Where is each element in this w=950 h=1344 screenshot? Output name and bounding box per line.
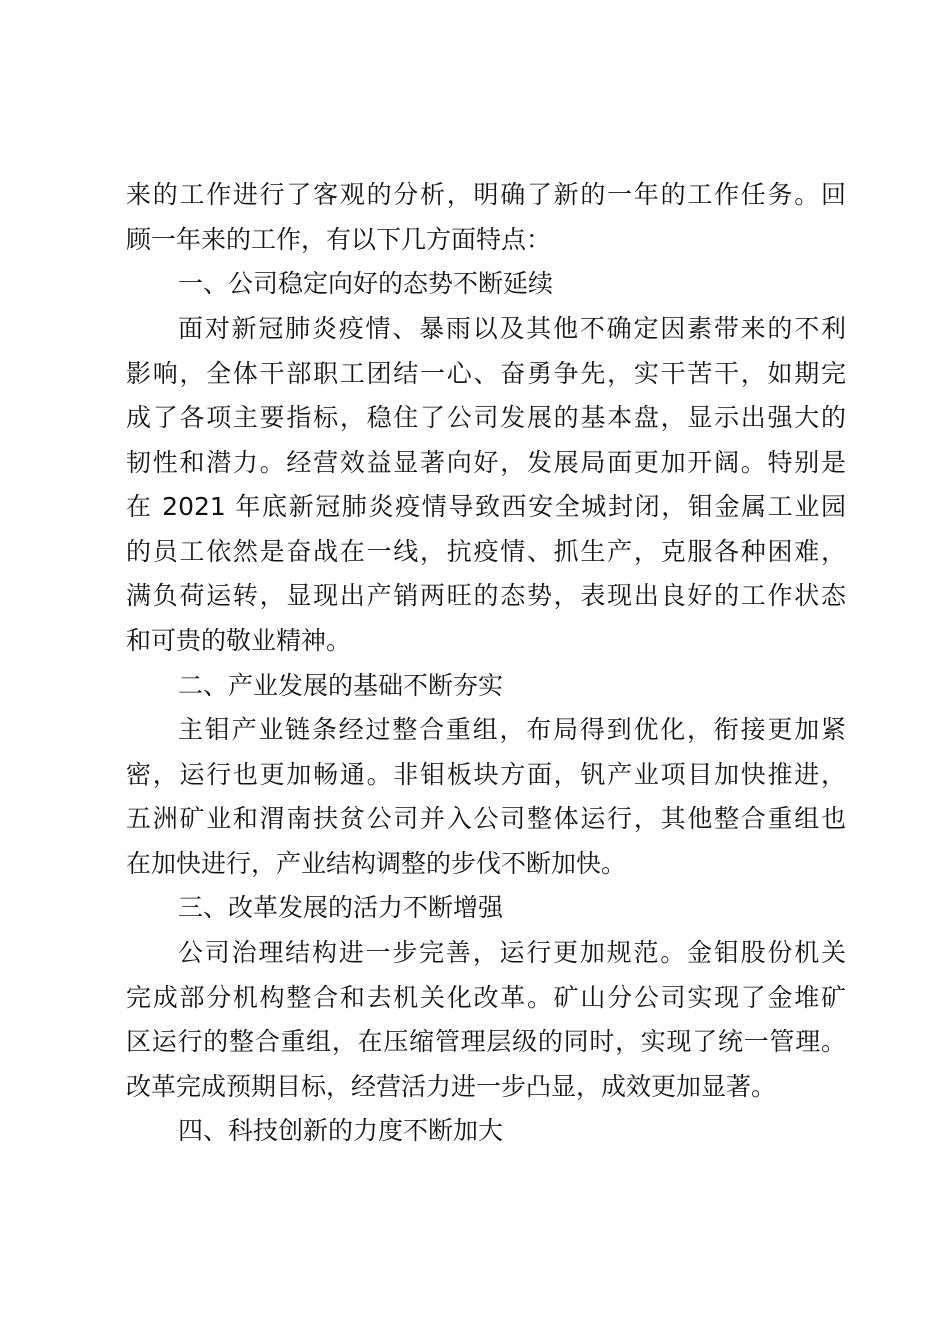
paragraph-line: 面对新冠肺炎疫情、暴雨以及其他不确定因素带来的不利 — [178, 314, 846, 343]
paragraph-line: 在 2021 年底新冠肺炎疫情导致西安全城封闭，钼金属工业园 — [126, 492, 846, 521]
section-heading: 二、产业发展的基础不断夯实 — [178, 671, 504, 700]
paragraph-line: 成了各项主要指标，稳住了公司发展的基本盘，显示出强大的 — [126, 403, 846, 432]
paragraph-line: 公司治理结构进一步完善，运行更加规范。金钼股份机关 — [178, 938, 846, 967]
paragraph-line: 五洲矿业和渭南扶贫公司并入公司整体运行，其他整合重组也 — [126, 804, 846, 833]
section-heading: 三、改革发展的活力不断增强 — [178, 893, 504, 922]
section-heading: 一、公司稳定向好的态势不断延续 — [178, 269, 554, 298]
section-heading: 四、科技创新的力度不断加大 — [178, 1116, 504, 1145]
paragraph-line: 区运行的整合重组，在压缩管理层级的同时，实现了统一管理。 — [126, 1027, 846, 1056]
paragraph-line: 韧性和潜力。经营效益显著向好，发展局面更加开阔。特别是 — [126, 448, 846, 477]
paragraph-line: 密，运行也更加畅通。非钼板块方面，钒产业项目加快推进， — [126, 760, 846, 789]
paragraph-line: 和可贵的敬业精神。 — [126, 626, 352, 655]
paragraph-line: 顾一年来的工作，有以下几方面特点： — [126, 225, 552, 254]
paragraph-line: 完成部分机构整合和去机关化改革。矿山分公司实现了金堆矿 — [126, 983, 846, 1012]
paragraph-line: 的员工依然是奋战在一线，抗疫情、抓生产，克服各种困难， — [126, 537, 846, 566]
paragraph-line: 主钼产业链条经过整合重组，布局得到优化，衔接更加紧 — [178, 715, 846, 744]
paragraph-line: 改革完成预期目标，经营活力进一步凸显，成效更加显著。 — [126, 1072, 777, 1101]
paragraph-line: 影响，全体干部职工团结一心、奋勇争先，实干苦干，如期完 — [126, 359, 846, 388]
paragraph-line: 满负荷运转，显现出产销两旺的态势，表现出良好的工作状态 — [126, 581, 846, 610]
paragraph-line: 来的工作进行了客观的分析，明确了新的一年的工作任务。回 — [126, 180, 846, 209]
paragraph-line: 在加快进行，产业结构调整的步伐不断加快。 — [126, 849, 627, 878]
